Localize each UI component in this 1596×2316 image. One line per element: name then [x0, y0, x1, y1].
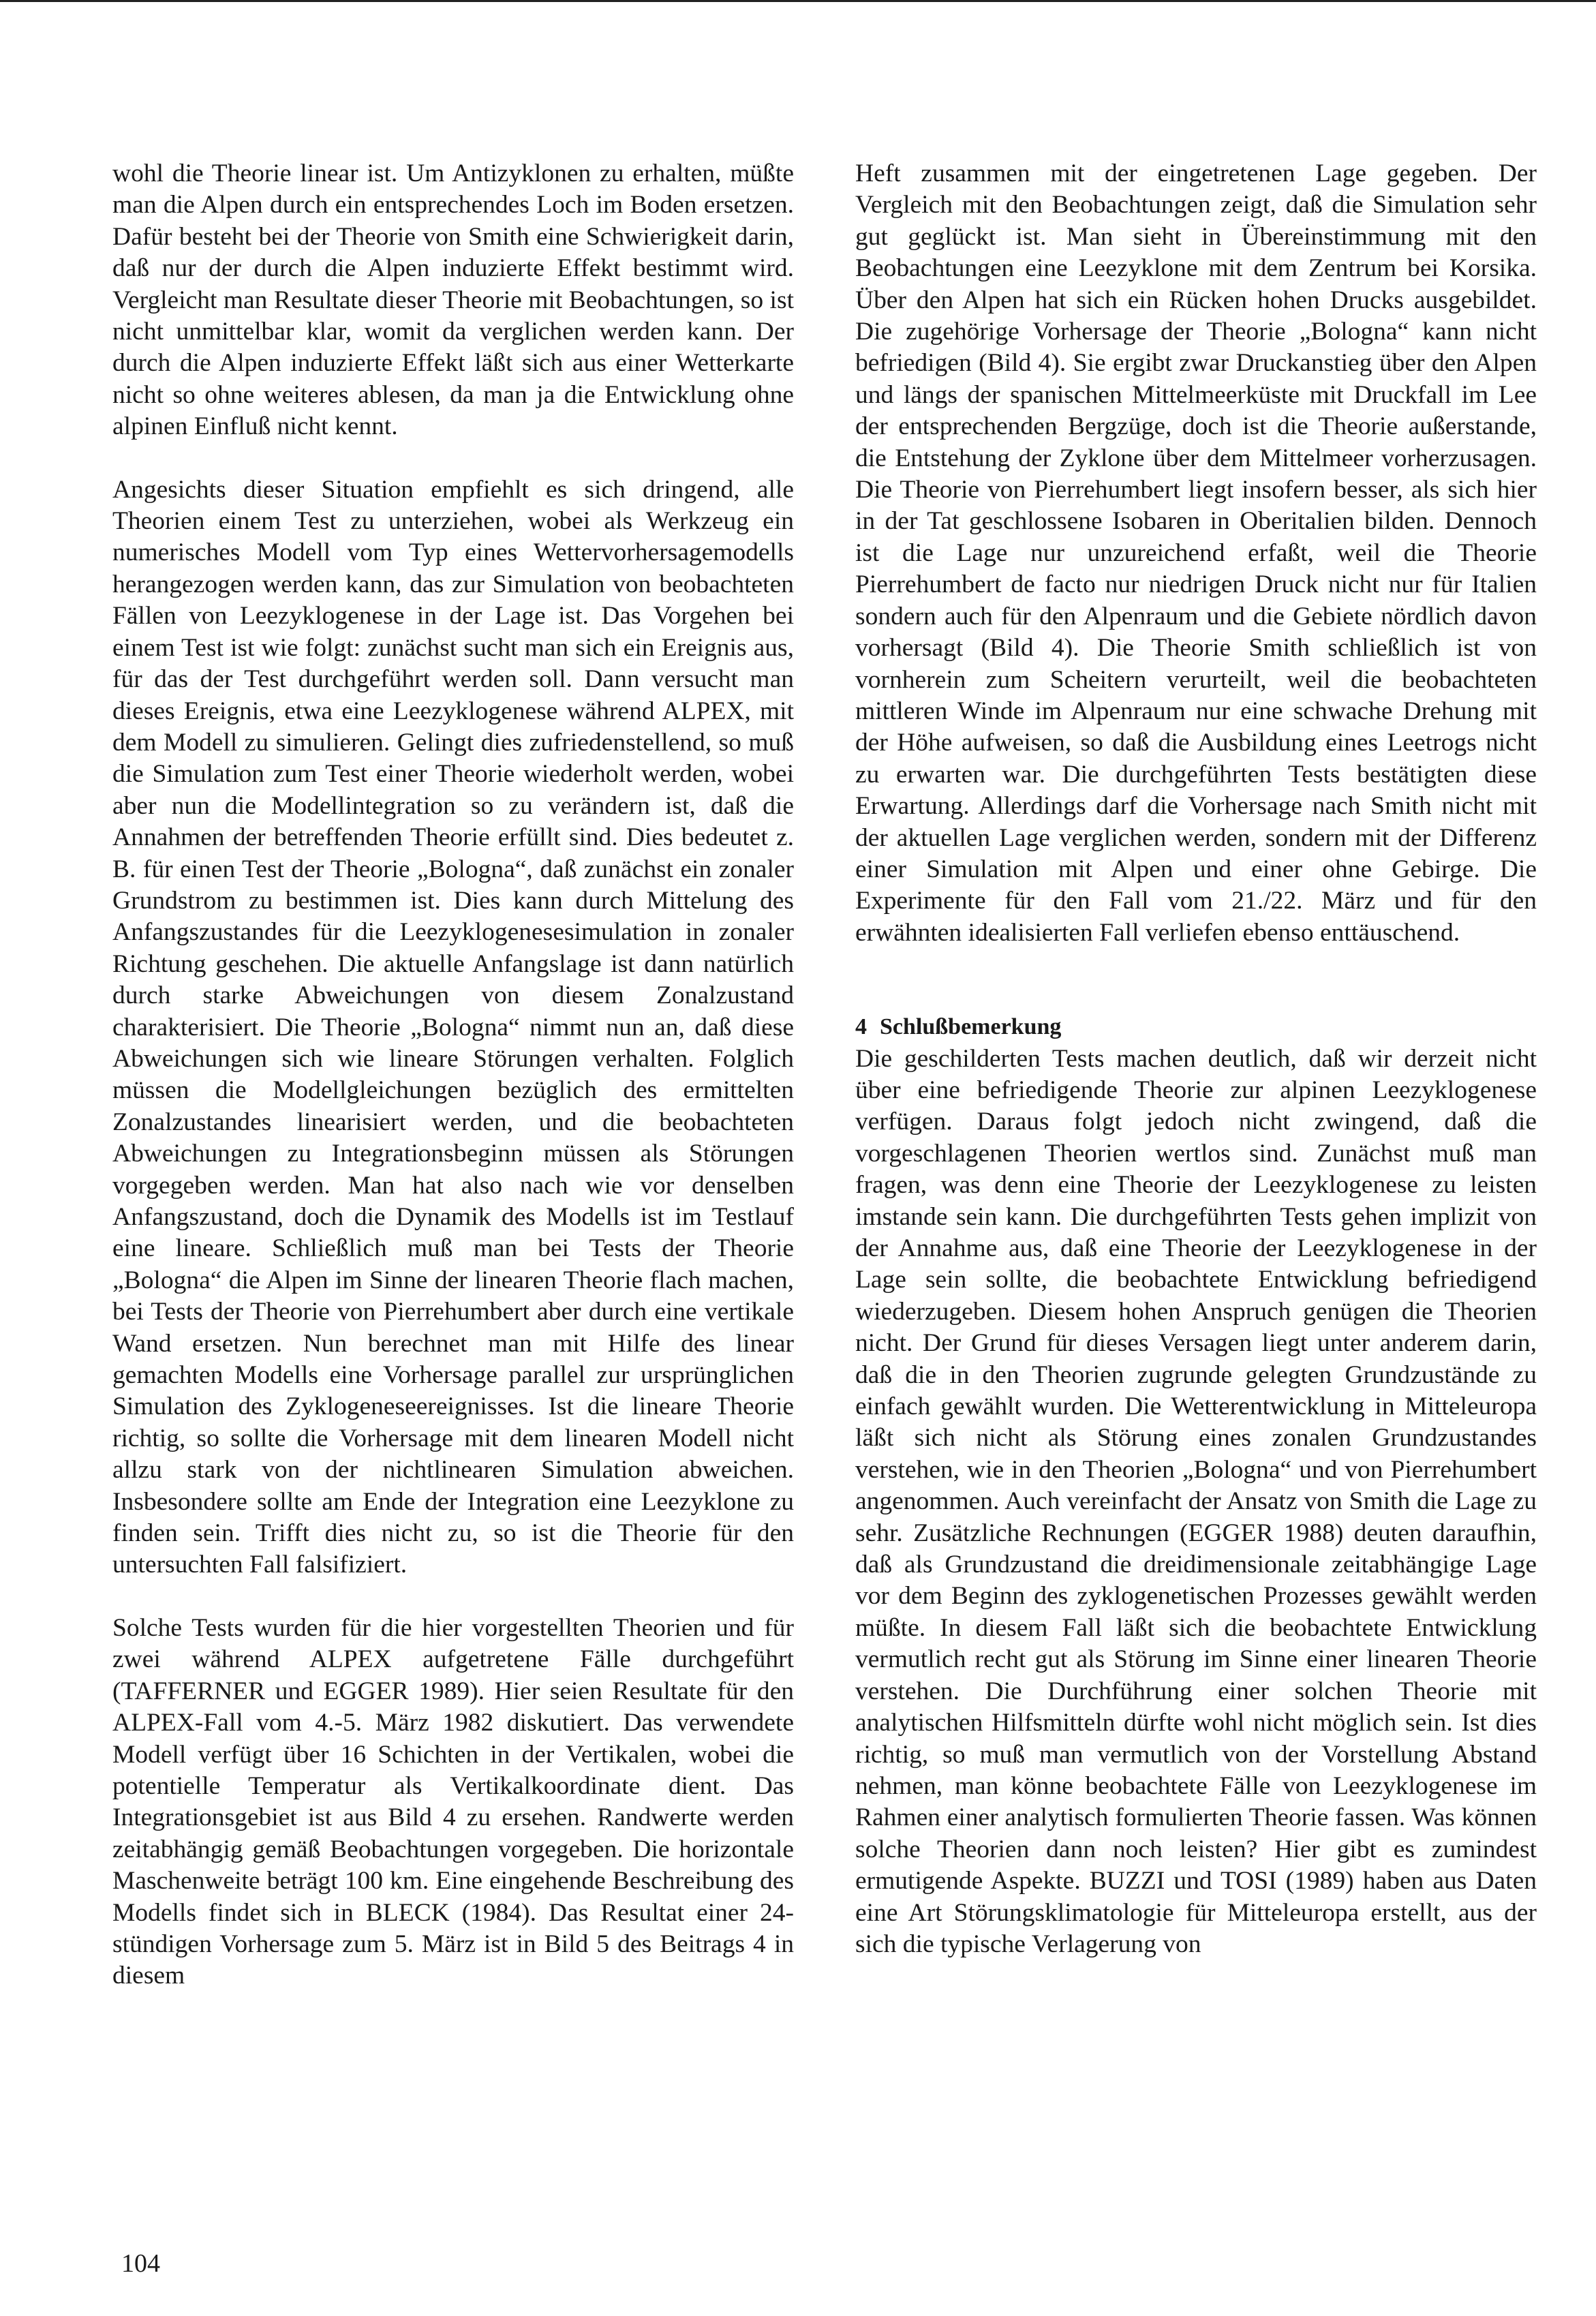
paragraph: Die geschilderten Tests machen deutlich, daß wir derzeit nicht über eine befriedigende Theorie zur alpinen Leezyklogenese verfügen. Daraus folgt jedoch nicht zwingend, daß die vorgeschlagenen Theorien wertlos sind. Zunächst muß man fragen, was denn eine Theorie der Leezyklogenese zu leisten imstande sein kann. Die durchgeführten Tests gehen implizit von der Annahme aus, daß eine Theorie der Leezyklogenese in der Lage sein sollte, die beobachtete Entwicklung befriedigend wiederzugeben. Diesem hohen Anspruch genügen die Theorien nicht. Der Grund für dieses Versagen liegt unter anderem darin, daß die in den Theorien zugrunde gelegten Grundzustände zu einfach gewählt wurden. Die Wetterentwicklung in Mitteleuropa läßt sich nicht als Störung eines zonalen Grundzustandes verstehen, wie in den Theorien „Bologna“ und von Pierrehumbert angenommen. Auch vereinfacht der Ansatz von Smith die Lage zu sehr. Zusätzliche Rechnungen (EGGER 1988) deuten daraufhin, daß als Grundzustand die dreidimensionale zeitabhängige Lage vor dem Beginn des zyklogenetischen Prozesses gewählt werden müßte. In diesem Fall läßt sich die beobachtete Entwicklung vermutlich recht gut als Störung im Sinne einer linearen Theorie verstehen. Die Durchführung einer solchen Theorie mit analytischen Hilfsmitteln dürfte wohl nicht möglich sein. Ist dies richtig, so muß man vermutlich von der Vorstellung Abstand nehmen, man könne beobachtete Fälle von Leezyklogenese im Rahmen einer analytisch formulierten Theorie fassen. Was können solche Theorien dann noch leisten? Hier gibt es zumindest ermutigende Aspekte. BUZZI und TOSI (1989) haben aus Daten eine Art Störungsklimatologie für Mitteleuropa erstellt, aus der sich die typische Verlagerung von: [855, 1044, 1537, 1958]
paragraph: wohl die Theorie linear ist. Um Antizyklonen zu erhalten, müßte man die Alpen durch ein entsprechendes Loch im Boden ersetzen. Dafür besteht bei der Theorie von Smith eine Schwierigkeit darin, daß nur der durch die Alpen induzierte Effekt bestimmt wird. Vergleicht man Resultate dieser Theorie mit Beobachtungen, so ist nicht unmittelbar klar, womit da verglichen werden kann. Der durch die Alpen induzierte Effekt läßt sich aus einer Wetterkarte nicht so ohne weiteres ablesen, da man ja die Entwicklung ohne alpinen Einfluß nicht kennt.: [112, 159, 794, 441]
section-heading: [855, 1011, 1537, 1043]
right-column: [855, 158, 1537, 1960]
left-column: [112, 158, 794, 1992]
section-number: 4: [855, 1014, 867, 1040]
page-number: 104: [121, 2249, 160, 2278]
top-rule: [0, 0, 1596, 2]
paragraph: Solche Tests wurden für die hier vorgestellten Theorien und für zwei während ALPEX aufgetretene Fälle durchgeführt (TAFFERNER und EGGER 1989). Hier seien Resultate für den ALPEX-Fall vom 4.-5. März 1982 diskutiert. Das verwendete Modell verfügt über 16 Schichten in der Vertikalen, wobei die potentielle Temperatur als Vertikalkoordinate dient. Das Integrationsgebiet ist aus Bild 4 zu ersehen. Randwerte werden zeitabhängig gemäß Beobachtungen vorgegeben. Die horizontale Maschenweite beträgt 100 km. Eine eingehende Beschreibung des Modells findet sich in BLECK (1984). Das Resultat einer 24-stündigen Vorhersage zum 5. März ist in Bild 5 des Beitrags 4 in diesem: [112, 1613, 794, 1990]
paragraph: Heft zusammen mit der eingetretenen Lage gegeben. Der Vergleich mit den Beobachtungen zeigt, daß die Simulation sehr gut geglückt ist. Man sieht in Übereinstimmung mit den Beobachtungen eine Leezyklone mit dem Zentrum bei Korsika. Über den Alpen hat sich ein Rücken hohen Drucks ausgebildet. Die zugehörige Vorhersage der Theorie „Bologna“ kann nicht befriedigen (Bild 4). Sie ergibt zwar Druckanstieg über den Alpen und längs der spanischen Mittelmeerküste mit Druckfall im Lee der entsprechenden Bergzüge, doch ist die Theorie außerstande, die Entstehung der Zyklone über dem Mittelmeer vorherzusagen. Die Theorie von Pierrehumbert liegt insofern besser, als sich hier in der Tat geschlossene Isobaren in Oberitalien bilden. Dennoch ist die Lage nur unzureichend erfaßt, weil die Theorie Pierrehumbert de facto nur niedrigen Druck nicht nur für Italien sondern auch für den Alpenraum und die Gebiete nördlich davon vorhersagt (Bild 4). Die Theorie Smith schließlich ist von vornherein zum Scheitern verurteilt, weil die beobachteten mittleren Winde im Alpenraum nur eine schwache Drehung mit der Höhe aufweisen, so daß die Ausbildung eines Leetrogs nicht zu erwarten war. Die durchgeführten Tests bestätigten diese Erwartung. Allerdings darf die Vorhersage nach Smith nicht mit der aktuellen Lage verglichen werden, sondern mit der Differenz einer Simulation mit Alpen und einer ohne Gebirge. Die Experimente für den Fall vom 21./22. März und für den erwähnten idealisierten Fall verliefen ebenso enttäuschend.: [855, 159, 1537, 947]
paragraph: Angesichts dieser Situation empfiehlt es sich dringend, alle Theorien einem Test zu unterziehen, wobei als Werkzeug ein numerisches Modell vom Typ eines Wettervorhersagemodells herangezogen werden kann, das zur Simulation von beobachteten Fällen von Leezyklogenese in der Lage ist. Das Vorgehen bei einem Test ist wie folgt: zunächst sucht man sich ein Ereignis aus, für das der Test durchgeführt werden soll. Dann versucht man dieses Ereignis, etwa eine Leezyklogenese während ALPEX, mit dem Modell zu simulieren. Gelingt dies zufriedenstellend, so muß die Simulation zum Test einer Theorie wiederholt werden, wobei aber nun die Modellintegration so zu verändern ist, daß die Annahmen der betreffenden Theorie erfüllt sind. Dies bedeutet z. B. für einen Test der Theorie „Bologna“, daß zunächst ein zonaler Grundstrom zu bestimmen ist. Dies kann durch Mittelung des Anfangszustandes für die Leezyklogenesesimulation in zonaler Richtung geschehen. Die aktuelle Anfangslage ist dann natürlich durch starke Abweichungen von diesem Zonalzustand charakterisiert. Die Theorie „Bologna“ nimmt nun an, daß diese Abweichungen sich wie lineare Störungen verhalten. Folglich müssen die Modellgleichungen bezüglich des ermittelten Zonalzustandes linearisiert werden, und die beobachteten Abweichungen zu Integrationsbeginn müssen als Störungen vorgegeben werden. Man hat also nach wie vor denselben Anfangszustand, doch die Dynamik des Modells ist im Testlauf eine lineare. Schließlich muß man bei Tests der Theorie „Bologna“ die Alpen im Sinne der linearen Theorie flach machen, bei Tests der Theorie von Pierrehumbert aber durch eine vertikale Wand ersetzen. Nun berechnet man mit Hilfe des linear gemachten Modells eine Vorhersage parallel zur ursprünglichen Simulation des Zyklogeneseereignisses. Ist die lineare Theorie richtig, so sollte die Vorhersage mit dem linearen Modell nicht allzu stark von der nichtlinearen Simulation abweichen. Insbesondere sollte am Ende der Integration eine Leezyklone zu finden sein. Trifft dies nicht zu, so ist die Theorie für den untersuchten Fall falsifiziert.: [112, 475, 794, 1579]
section-title: Schlußbemerkung: [880, 1014, 1062, 1040]
